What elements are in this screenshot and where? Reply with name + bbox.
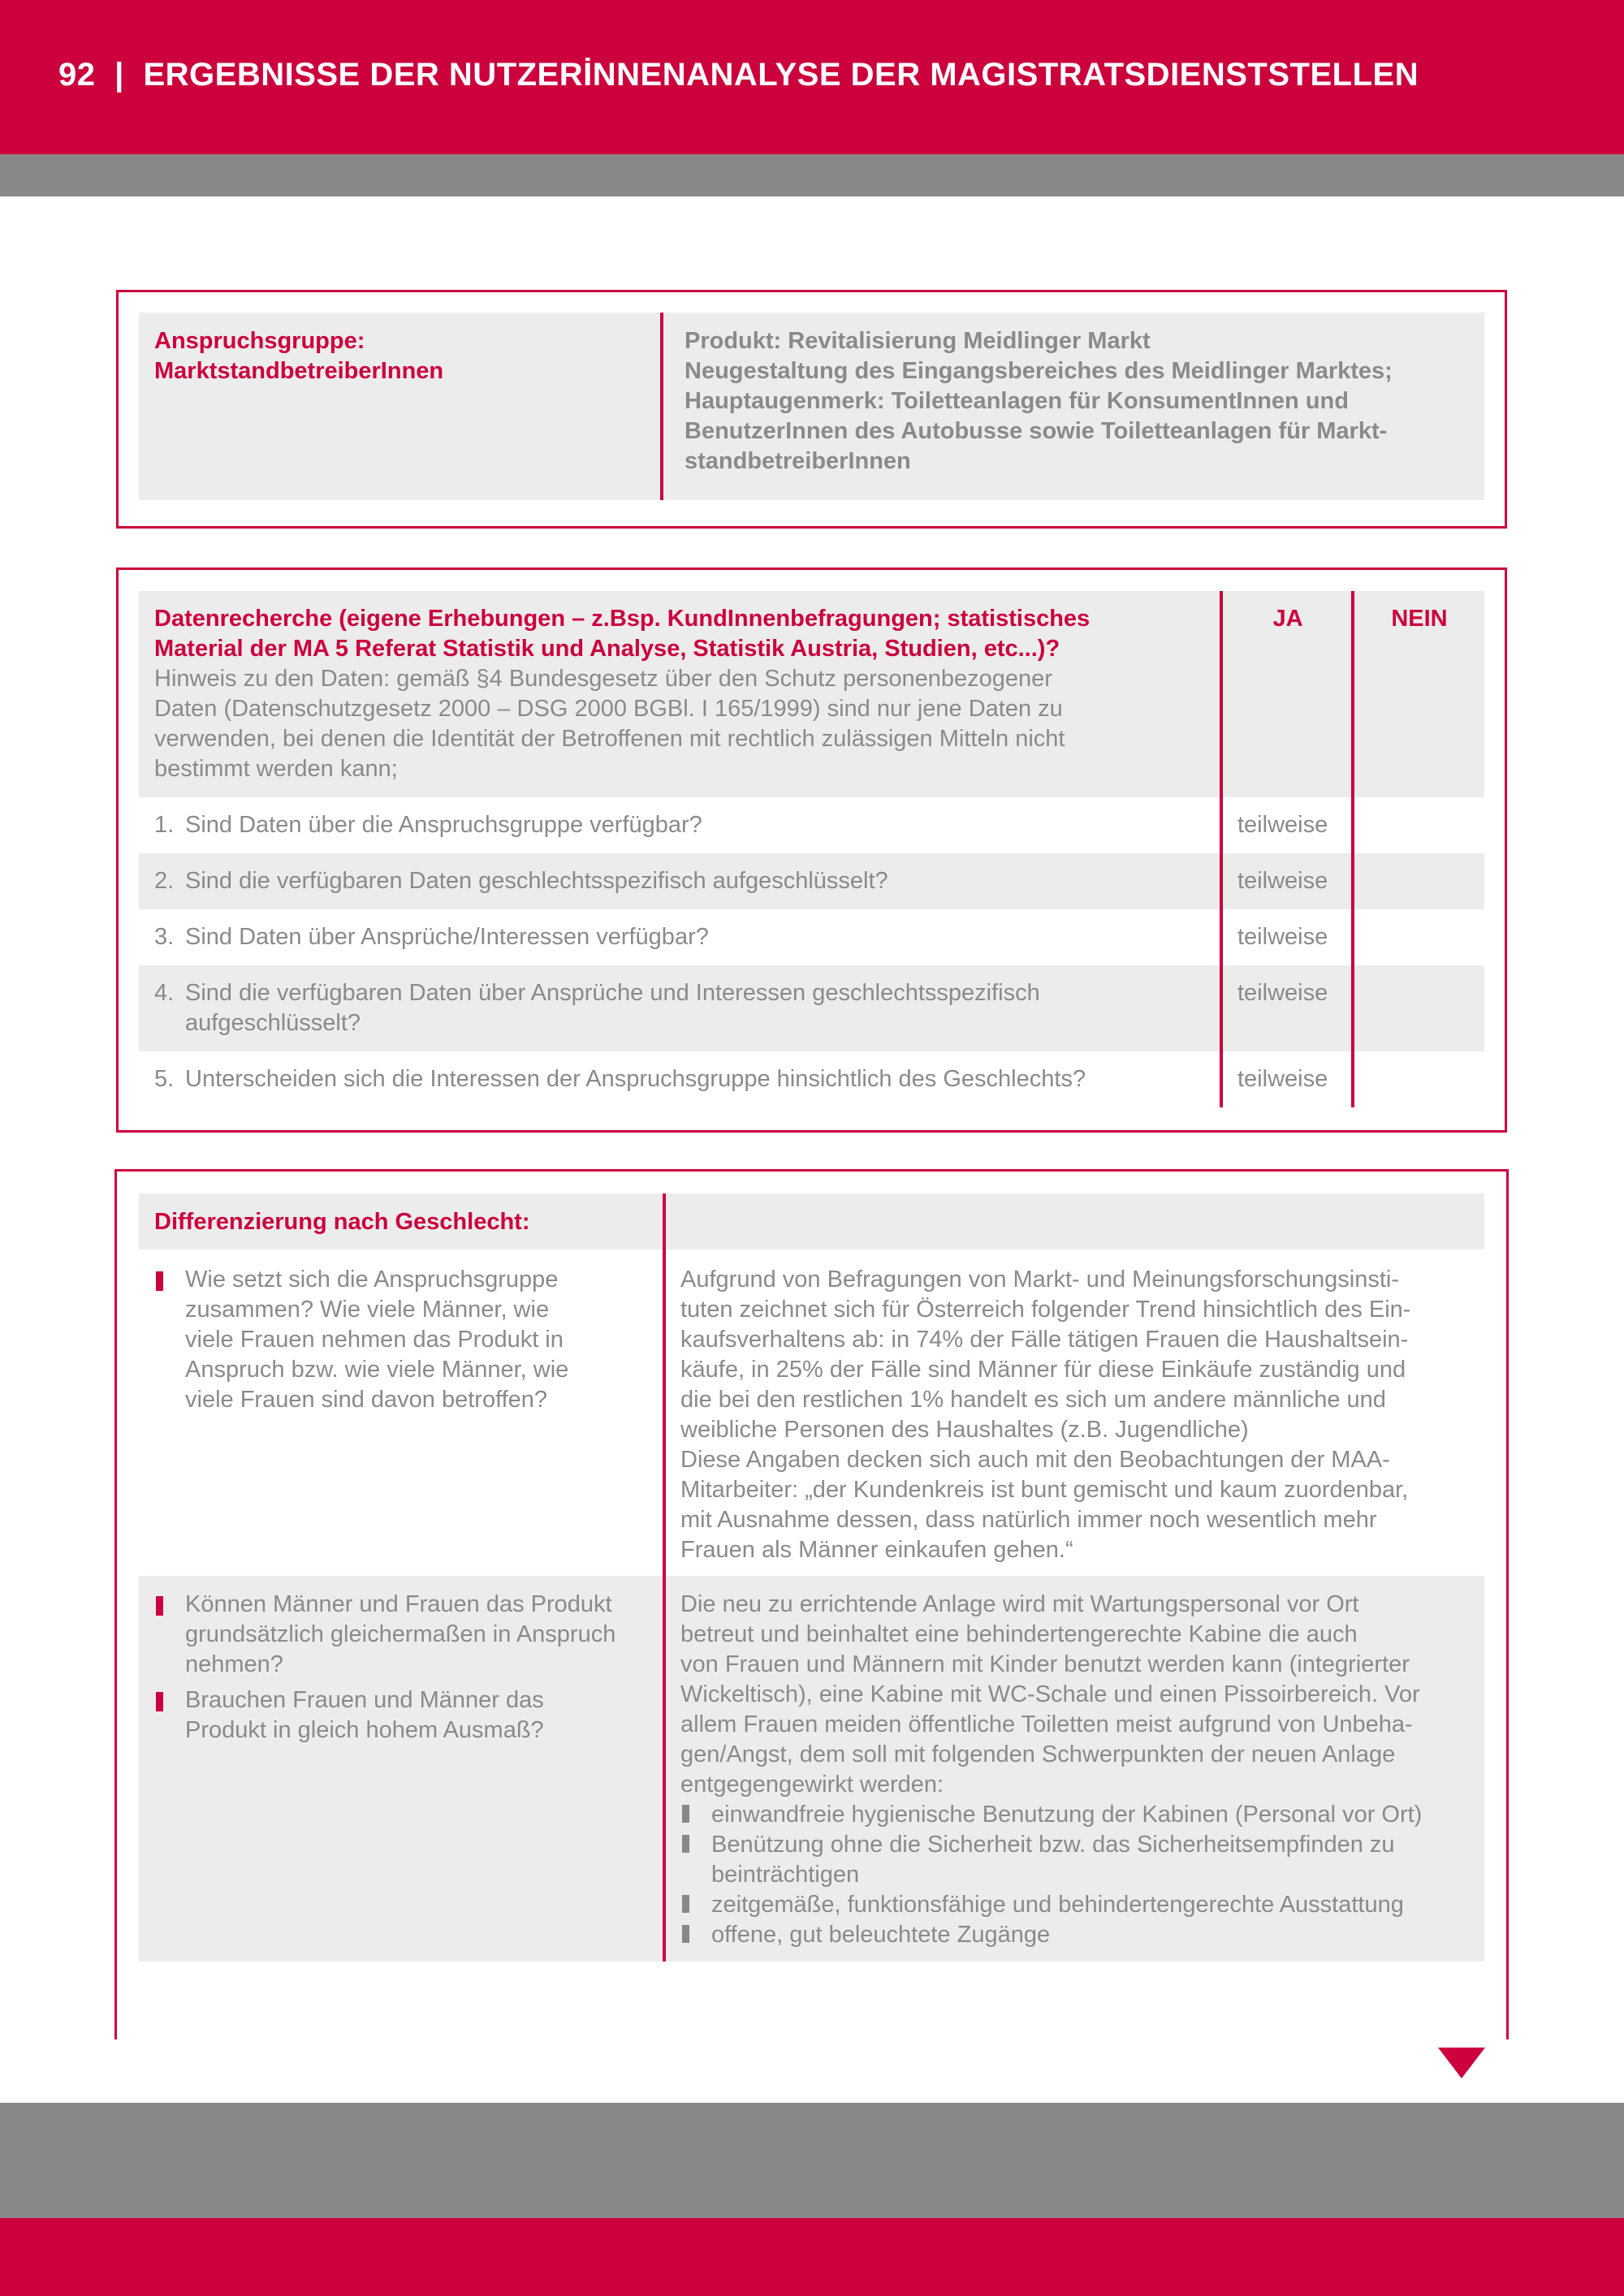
bullet-icon xyxy=(682,1895,689,1913)
question-text: Sind die verfügbaren Daten geschlechtsspezifisch aufgeschlüsselt? xyxy=(185,868,888,894)
bullet-icon xyxy=(156,1692,163,1711)
question-text: Sind die verfügbaren Daten über Ansprüche und Interessen geschlechtsspezifisch aufgeschlüsselt? xyxy=(185,980,1040,1036)
continue-arrow-icon xyxy=(1438,2048,1485,2078)
header-gray-stripe xyxy=(0,154,1624,196)
product-line: Neugestaltung des Eingangsbereiches des Meidlinger Marktes; xyxy=(685,358,1393,384)
bullet-icon xyxy=(682,1835,689,1853)
facility-bullet: zeitgemäße, funktionsfähige und behindertengerechte Ausstattung xyxy=(711,1892,1404,1918)
column-header-nein: NEIN xyxy=(1391,606,1448,632)
page-header-band xyxy=(0,0,1624,154)
product-description xyxy=(685,326,1464,477)
gender-heading: Differenzierung nach Geschlecht: xyxy=(154,1209,530,1235)
footer-red-band xyxy=(0,2218,1624,2296)
facility-bullet: Benützung ohne die Sicherheit bzw. das Sicherheitsempfinden zu beinträchtigen xyxy=(711,1832,1395,1888)
header-separator: | xyxy=(114,57,124,93)
question-number: 1. xyxy=(154,812,175,838)
question-text: Sind Daten über Ansprüche/Interessen verfügbar? xyxy=(185,924,709,950)
facility-bullet: offene, gut beleuchtete Zugänge xyxy=(711,1922,1051,1948)
question-number: 5. xyxy=(154,1066,175,1092)
question-number: 3. xyxy=(154,924,175,950)
section-title: ERGEBNISSE DER NUTZERİNNENANALYSE DER MAGISTRATSDIENSTSTELLEN xyxy=(143,57,1419,93)
facility-answer: Die neu zu errichtende Anlage wird mit Wartungspersonal vor Ort betreut und beinhaltet eine behindertengerechte Kabine die auch von Frauen und Männern mit Kinder benutzt werden kann (integrierter Wickeltisch), eine Kabine mit WC-Schale und einen Pissoirbereich. Vor allem Frauen meiden öffentliche Toiletten meist aufgrund von Unbeha- gen/Angst, dem soll mit folgenden Schwerpunkten der neuen Anlage entgegengewirkt werden: xyxy=(680,1591,1420,1798)
composition-question: Wie setzt sich die Anspruchsgruppe zusammen? Wie viele Männer, wie viele Frauen nehmen das Produkt in Anspruch bzw. wie viele Männer, wie viele Frauen sind davon betroffen? xyxy=(185,1267,569,1413)
bullet-icon xyxy=(156,1271,163,1291)
answer-ja: teilweise xyxy=(1237,1066,1328,1092)
bullet-icon xyxy=(682,1925,689,1943)
answer-ja: teilweise xyxy=(1237,924,1328,950)
answer-ja: teilweise xyxy=(1237,980,1328,1006)
facility-bullet: einwandfreie hygienische Benutzung der Kabinen (Personal vor Ort) xyxy=(711,1802,1423,1828)
gender-column-divider xyxy=(663,1193,666,1962)
page-header-title xyxy=(58,57,1419,93)
ja-column-divider xyxy=(1220,591,1223,1107)
answer-ja: teilweise xyxy=(1237,868,1328,894)
nein-column-divider xyxy=(1351,591,1354,1107)
bullet-icon xyxy=(156,1596,163,1616)
target-group-label: Anspruchsgruppe: MarktstandbetreiberInnen xyxy=(154,328,444,384)
target-group-divider xyxy=(660,313,663,500)
page-number: 92 xyxy=(58,57,96,93)
question-number: 4. xyxy=(154,980,175,1006)
answer-ja: teilweise xyxy=(1237,812,1328,838)
product-line: Hauptaugenmerk: Toiletteanlagen für KonsumentInnen und xyxy=(685,388,1349,414)
data-protection-note: Hinweis zu den Daten: gemäß §4 Bundesgesetz über den Schutz personenbezogener Daten (Datenschutzgesetz 2000 – DSG 2000 BGBl. I 165/1999) sind nur jene Daten zu verwenden, bei denen die Identität der Betroffenen mit rechtlich zulässigen Mitteln nicht bestimmt werden kann; xyxy=(154,666,1065,782)
footer-gray-band xyxy=(0,2103,1624,2218)
question-text: Unterscheiden sich die Interessen der Anspruchsgruppe hinsichtlich des Geschlechts? xyxy=(185,1066,1086,1092)
product-line: standbetreiberInnen xyxy=(685,448,911,474)
equal-need-question: Brauchen Frauen und Männer das Produkt in gleich hohem Ausmaß? xyxy=(185,1687,544,1743)
question-number: 2. xyxy=(154,868,175,894)
question-text: Sind Daten über die Anspruchsgruppe verfügbar? xyxy=(185,812,702,838)
column-header-ja: JA xyxy=(1272,606,1303,632)
product-line: Produkt: Revitalisierung Meidlinger Markt xyxy=(685,328,1151,354)
composition-answer: Aufgrund von Befragungen von Markt- und Meinungsforschungsinsti- tuten zeichnet sich für Österreich folgender Trend hinsichtlich des Ein- kaufsverhaltens ab: in 74% der Fälle tätigen Frauen die Haushaltsein- käufe, in 25% der Fälle sind Männer für diese Einkäufe zuständig und die bei den restlichen 1% handelt es sich um andere männliche und weibliche Personen des Haushaltes (z.B. Jugendliche) Diese Angaben decken sich auch mit den Beobachtungen der MAA- Mitarbeiter: „der Kundenkreis ist bunt gemischt und kaum zuordenbar, mit Ausnahme dessen, dass natürlich immer noch wesentlich mehr Frauen als Männer einkaufen gehen.“ xyxy=(680,1267,1411,1563)
product-line: BenutzerInnen des Autobusse sowie Toiletteanlagen für Markt- xyxy=(685,418,1388,444)
data-research-heading: Datenrecherche (eigene Erhebungen – z.Bsp. KundInnenbefragungen; statistisches Material der MA 5 Referat Statistik und Analyse, Statistik Austria, Studien, etc...)? Hinweis zu den Daten: gemäß §4 Bundesgesetz über den Schutz personenbezogener Daten (Datenschutzgesetz 2000 – DSG 2000 BGBl. I 165/1999) sind nur jene Daten zu verwenden, bei denen die Identität der Betroffenen mit rechtlich zulässigen Mitteln nicht bestimmt werden kann; xyxy=(154,604,1210,784)
bullet-icon xyxy=(682,1805,689,1823)
equal-use-question: Können Männer und Frauen das Produkt grundsätzlich gleichermaßen in Anspruch nehmen? xyxy=(185,1591,616,1677)
